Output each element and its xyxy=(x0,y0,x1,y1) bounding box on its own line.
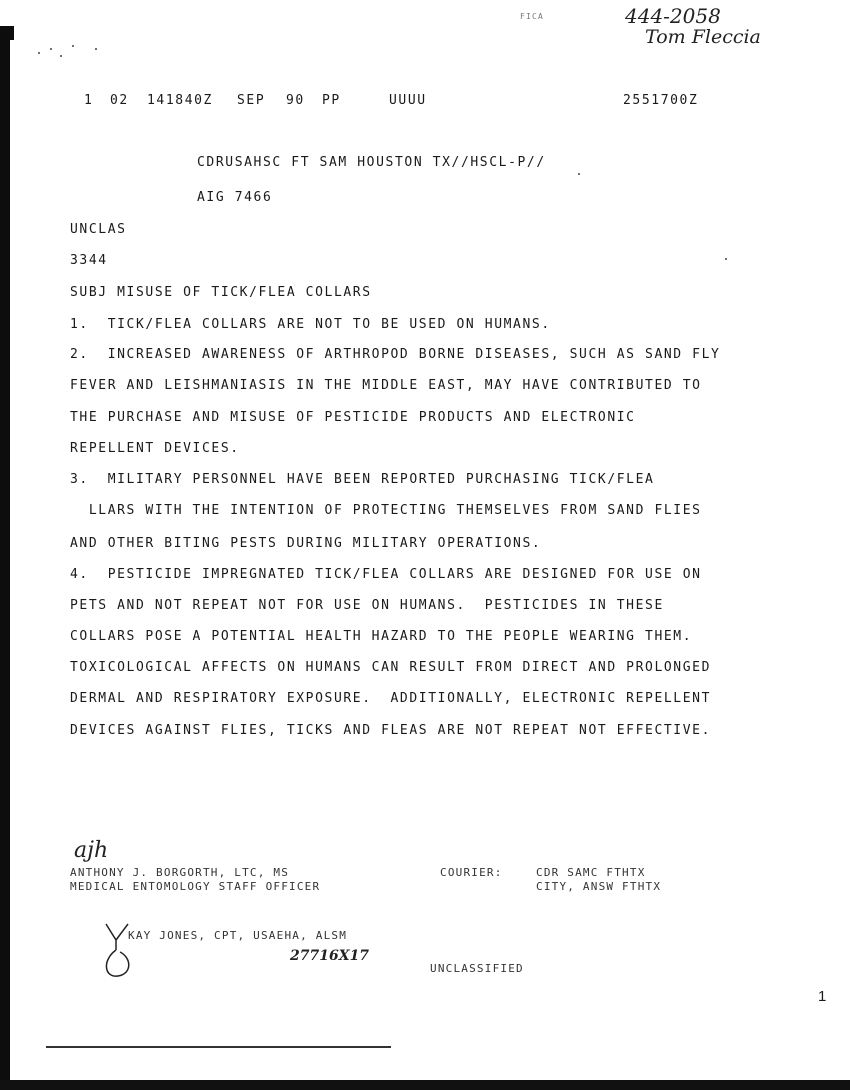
courtesy-line-1: CDR SAMC FTHTX xyxy=(536,866,646,879)
signature-title: MEDICAL ENTOMOLOGY STAFF OFFICER xyxy=(70,880,321,893)
scan-bottom-edge xyxy=(0,1080,850,1090)
body-line: DEVICES AGAINST FLIES, TICKS AND FLEAS ARE NOT REPEAT NOT EFFECTIVE. xyxy=(70,723,712,738)
signature-initials: ajh xyxy=(74,838,109,863)
body-line: LLARS WITH THE INTENTION OF PROTECTING THEMSELVES FROM SAND FLIES xyxy=(70,503,702,518)
header-class-code: UUUU xyxy=(389,93,427,108)
stamp-small: FICA xyxy=(520,12,545,21)
header-dtg: 141840Z xyxy=(147,93,213,108)
body-line: 1. TICK/FLEA COLLARS ARE NOT TO BE USED ON HUMANS. xyxy=(70,317,551,332)
speckle xyxy=(38,52,40,54)
handwritten-name: Tom Fleccia xyxy=(645,26,761,48)
body-line: AND OTHER BITING PESTS DURING MILITARY OPERATIONS. xyxy=(70,536,542,551)
released-scrawl: 27716X17 xyxy=(290,948,370,964)
scan-corner-mark xyxy=(0,26,14,40)
aig-line: AIG 7466 xyxy=(197,190,273,205)
header-code: 02 xyxy=(110,93,129,108)
speckle xyxy=(95,48,97,50)
handwritten-ref-number: 444-2058 xyxy=(625,4,721,28)
speckle xyxy=(50,48,52,50)
header-month: SEP xyxy=(237,93,266,108)
header-serial: 2551700Z xyxy=(623,93,699,108)
scan-left-edge xyxy=(0,26,10,1090)
speckle xyxy=(725,258,727,260)
header-year: 90 xyxy=(286,93,305,108)
body-line: TOXICOLOGICAL AFFECTS ON HUMANS CAN RESULT FROM DIRECT AND PROLONGED xyxy=(70,660,712,675)
body-line: REPELLENT DEVICES. xyxy=(70,441,240,456)
body-line: PETS AND NOT REPEAT NOT FOR USE ON HUMANS. PESTICIDES IN THESE xyxy=(70,598,664,613)
speckle xyxy=(60,55,62,57)
footer-classification: UNCLASSIFIED xyxy=(430,962,524,975)
body-line: COLLARS POSE A POTENTIAL HEALTH HAZARD TO THE PEOPLE WEARING THEM. xyxy=(70,629,693,644)
courtesy-line-2: CITY, ANSW FTHTX xyxy=(536,880,662,893)
subject-line: SUBJ MISUSE OF TICK/FLEA COLLARS xyxy=(70,285,372,300)
header-precedence: PP xyxy=(322,93,341,108)
page-number: 1 xyxy=(818,988,827,1005)
body-line: DERMAL AND RESPIRATORY EXPOSURE. ADDITIONALLY, ELECTRONIC REPELLENT xyxy=(70,691,712,706)
signature-name: ANTHONY J. BORGORTH, LTC, MS xyxy=(70,866,290,879)
body-line: 2. INCREASED AWARENESS OF ARTHROPOD BORNE DISEASES, SUCH AS SAND FLY xyxy=(70,347,721,362)
code-line: 3344 xyxy=(70,253,108,268)
classification: UNCLAS xyxy=(70,222,127,237)
speckle xyxy=(72,45,74,47)
from-line: CDRUSAHSC FT SAM HOUSTON TX//HSCL-P// xyxy=(197,155,546,170)
speckle xyxy=(578,173,580,175)
body-line: FEVER AND LEISHMANIASIS IN THE MIDDLE EAST, MAY HAVE CONTRIBUTED TO xyxy=(70,378,702,393)
header-line-number: 1 xyxy=(84,93,94,108)
footer-rule xyxy=(46,1046,391,1048)
courtesy-label: COURIER: xyxy=(440,866,503,879)
body-line: 3. MILITARY PERSONNEL HAVE BEEN REPORTED PURCHASING TICK/FLEA xyxy=(70,472,655,487)
body-line: THE PURCHASE AND MISUSE OF PESTICIDE PRODUCTS AND ELECTRONIC xyxy=(70,410,636,425)
body-line: 4. PESTICIDE IMPREGNATED TICK/FLEA COLLARS ARE DESIGNED FOR USE ON xyxy=(70,567,702,582)
released-by-line: KAY JONES, CPT, USAEHA, ALSM xyxy=(128,929,348,942)
